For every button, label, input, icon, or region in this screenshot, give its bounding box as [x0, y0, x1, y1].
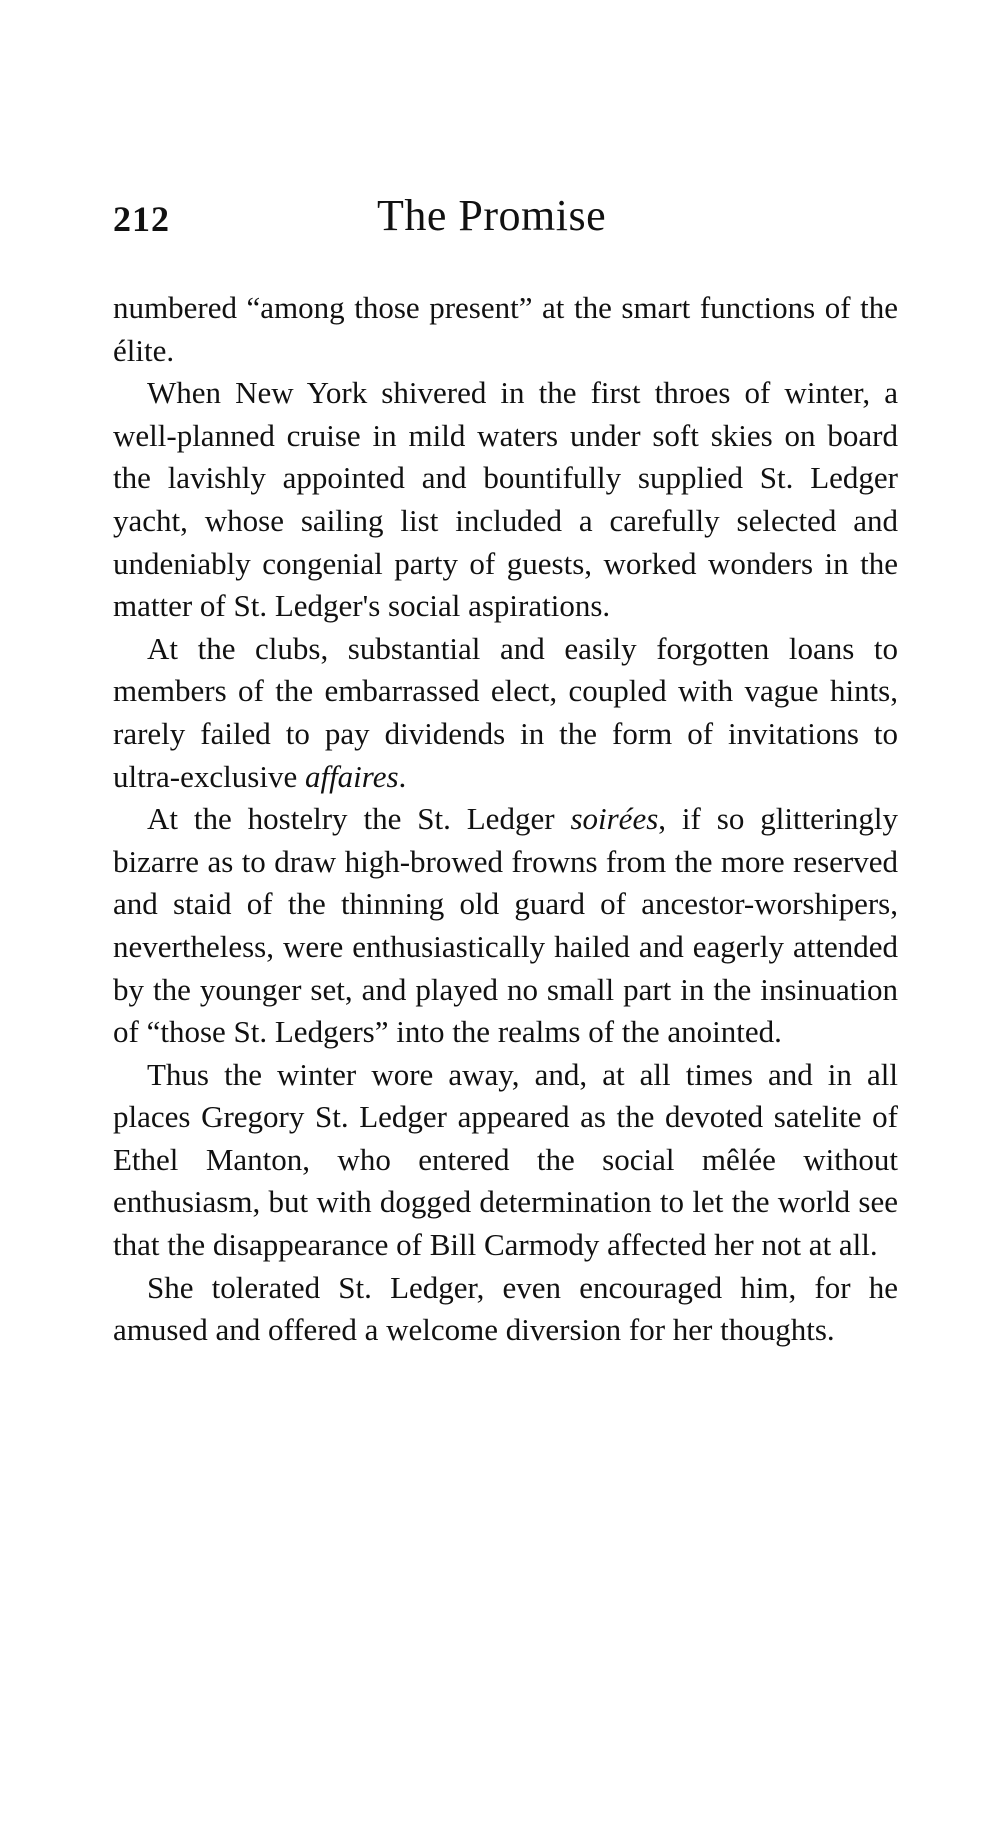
- paragraph-3-text: At the clubs, substantial and easily forgotten loans to members of the embarrassed elect, coupled with vague hints, rarely failed to pay dividends in the form of invitations to ultra-exclusive: [113, 630, 898, 794]
- running-head: [113, 190, 898, 250]
- paragraph-1: numbered “among those present” at the smart functions of the élite.: [113, 290, 898, 368]
- paragraph-6: She tolerated St. Ledger, even encouraged him, for he amused and offered a welcome diversion for her thoughts.: [113, 1269, 898, 1348]
- paragraph-3-end: .: [398, 758, 407, 794]
- paragraph-4-text: At the hostelry the St. Ledger: [147, 801, 571, 837]
- page-number: 212: [113, 199, 170, 239]
- paragraph-4-italic: soirées: [570, 801, 659, 837]
- paragraph-3-italic: affaires: [304, 758, 399, 794]
- paragraph-2: When New York shivered in the first throes of winter, a well-planned cruise in mild waters under soft skies on board the lavishly appointed and bountifully supplied St. Ledger yacht, whose sailing list included a carefully selected and undeniably congenial party of guests, worked wonders in the matter of St. Ledger's social aspirations.: [113, 375, 898, 624]
- paragraph-5: Thus the winter wore away, and, at all times and in all places Gregory St. Ledger appeared as the devoted satelite of Ethel Manton, who entered the social mêlée without enthusiasm, but with dogged determination to let the world see that the disappearance of Bill Carmody affected her not at all.: [113, 1056, 898, 1263]
- paragraph-4: [113, 798, 898, 1054]
- running-title: The Promise: [377, 191, 607, 240]
- body-text: [113, 287, 898, 1352]
- paragraph-3: [113, 628, 898, 798]
- paragraph-4-end: , if so glitteringly bizarre as to draw high-browed frowns from the more reserved and staid of the thinning old guard of ancestor-worshipers, nevertheless, were enthusiastically hailed and eagerly attended by the younger set, and played no small part in the insinuation of “those St. Ledgers” into the realms of the anointed.: [113, 801, 898, 1050]
